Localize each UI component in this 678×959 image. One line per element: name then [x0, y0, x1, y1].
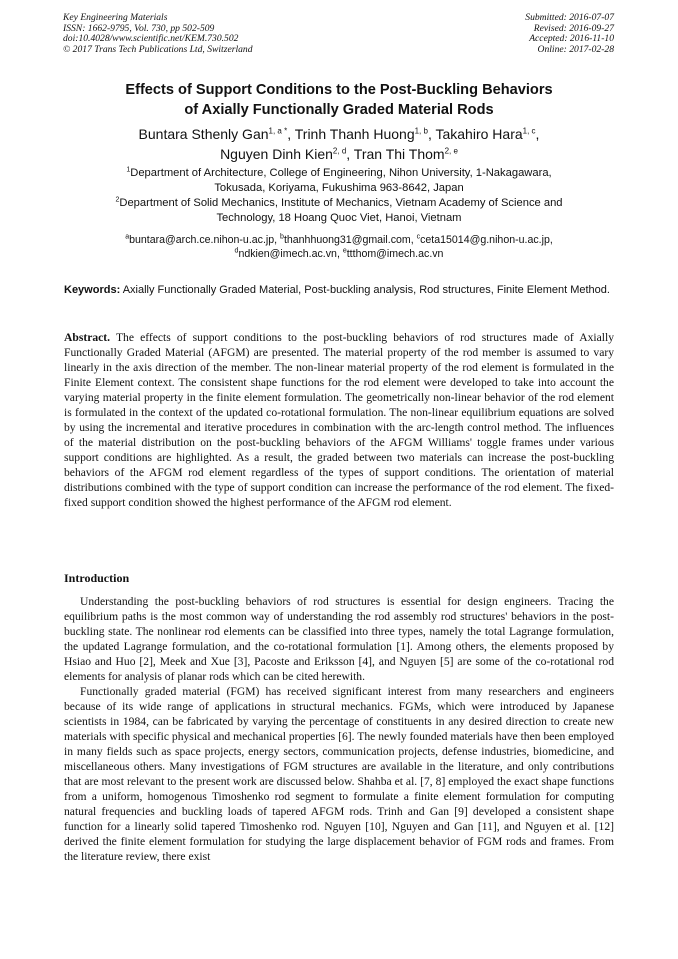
- submitted-date: Submitted: 2016-07-07: [525, 12, 614, 23]
- affiliation-mark: 2: [115, 196, 120, 204]
- author-affiliation-mark: 2, d: [332, 146, 347, 156]
- author-separator: ,: [427, 126, 436, 142]
- affiliation-text: Department of Solid Mechanics, Institute of Mechanics, Vietnam Academy of Science and: [119, 197, 563, 209]
- author-name: Takahiro Hara: [435, 126, 523, 142]
- online-date: Online: 2017-02-28: [537, 43, 614, 55]
- email-link[interactable]: thanhhuong31@gmail.com: [283, 234, 411, 246]
- author-name: Trinh Thanh Huong: [294, 126, 415, 142]
- abstract-label: Abstract.: [64, 331, 111, 344]
- author-name: Tran Thi Thom: [353, 146, 445, 162]
- affiliations: [70, 166, 608, 226]
- authors-line-1: [50, 124, 628, 144]
- keywords-text: Axially Functionally Graded Material, Post-buckling analysis, Rod structures, Finite Element Method.: [120, 284, 610, 296]
- title-line-1: Effects of Support Conditions to the Post-Buckling Behaviors: [125, 82, 553, 98]
- emails-line-1: $^a$buntara@arch.ce.nihon-u.ac.jp, $^b$thanhhuong31@gmail.com, $^c$ceta15014@g.nihon-u.ac.jp,: [125, 233, 553, 246]
- author-name: Nguyen Dinh Kien: [220, 146, 333, 162]
- affiliation-1: [70, 166, 608, 196]
- email-link[interactable]: ttthom@imech.ac.vn: [346, 248, 444, 260]
- email-mark: c: [416, 233, 421, 241]
- author-affiliation-mark: 1, b: [414, 126, 428, 136]
- journal-name: Key Engineering Materials: [63, 12, 168, 23]
- abstract-paragraph: [64, 330, 614, 510]
- author-emails: [60, 233, 618, 261]
- revised-date: Revised: 2016-09-27: [533, 22, 614, 34]
- email-mark: b: [280, 233, 284, 241]
- title-line-2: of Axially Functionally Graded Material Rods: [184, 102, 494, 118]
- copyright-line: © 2017 Trans Tech Publications Ltd, Switzerland: [63, 43, 253, 55]
- affiliation-text: Tokusada, Koriyama, Fukushima 963-8642, Japan: [214, 182, 464, 194]
- keywords-label: Keywords:: [64, 284, 121, 296]
- author-affiliation-mark: 1, c: [522, 126, 536, 136]
- abstract-text: The effects of support conditions to the post-buckling behaviors of rod structures made of Axially Functionally Graded Material (AFGM) are presented. The material property of the rod member is assumed to vary linearly in the axis direction of the member. The non-linear material property of the rod element is formulated in the Finite Element context. The consistent shape functions for the rod element were developed to take into account the varying material property in the finite element formulation. The geometrically non-linear behavior of the rod element is formulated in the context of the updated co-rotational formulation. The non-linear equilibrium equations are solved by using the incremental and iterative procedures in combination with the arc-length control method. The influences of the material distribution on the post-buckling behaviors of the AFGM Williams' toggle frames under various support conditions are highlighted. As a result, the graded between two materials can increase the post-buckling behaviors of the AFGM rod element regardless of the types of support conditions. The orientation of material distributions combined with the type of support condition can increase the performance of the rod element. The fixed-fixed support condition showed the highest performance of the AFGM rod element.: [64, 331, 614, 509]
- email-mark: d: [234, 247, 239, 255]
- email-link[interactable]: buntara@arch.ce.nihon-u.ac.jp: [129, 234, 275, 246]
- email-mark: e: [342, 247, 347, 255]
- email-mark: a: [125, 233, 130, 241]
- affiliation-text: Department of Architecture, College of Engineering, Nihon University, 1-Nakagawara,: [130, 167, 552, 179]
- keywords-paragraph: [64, 283, 614, 298]
- affiliation-mark: 1: [126, 166, 131, 174]
- author-separator: ,: [287, 126, 295, 142]
- email-link[interactable]: ceta15014@g.nihon-u.ac.jp: [420, 234, 550, 246]
- author-list: [50, 124, 628, 164]
- authors-line-2: [50, 144, 628, 164]
- section-heading-introduction: Introduction: [64, 571, 130, 585]
- intro-paragraph-2: Functionally graded material (FGM) has received significant interest from many researchers and engineers because of its wide range of applications in structural mechanics. FGMs, which were introduced by Japanese scientists in 1984, can be fabricated by varying the percentage of constituents in any desired direction to create new materials with specific physical and mechanical properties [6]. The newly founded materials have then been employed in many fields such as space projects, energy sectors, communication projects, defense industries, biomedicine, and miscellaneous others. Many investigations of FGM structures are available in the literature, and only contributions that are most relevant to the present work are discussed below. Shahba et al. [7, 8] employed the exact shape functions from a uniform, homogenous Timoshenko rod segment to formulate a finite element formulation for computing natural frequencies and buckling loads of tapered AFGM rods. Trinh and Gan [9] developed a consistent shape function for a linearly solid tapered Timoshenko rod. Nguyen [10], Nguyen and Gan [11], and Nguyen et al. [12] derived the finite element formulation for studying the large displacement behavior of FGM rods and frames. From the literature review, there exist: [64, 685, 614, 863]
- doi-line: doi:10.4028/www.scientific.net/KEM.730.502: [63, 33, 239, 44]
- accepted-date: Accepted: 2016-11-10: [529, 33, 614, 44]
- intro-paragraph-1: Understanding the post-buckling behaviors of rod structures is essential for design engineers. Tracing the equilibrium paths is the most common way of understanding the rod assembly rod structures' behaviors in the post-buckling state. The nonlinear rod elements can be classified into three types, namely the total Lagrange formulation, the updated Lagrange formulation, and the co-rotational formulation [1]. Among others, the elements proposed by Hsiao and Huo [2], Meek and Xue [3], Pacoste and Eriksson [4], and Nguyen [5] are some of the co-rotational rod elements for analysis of planar rods which can be cited herewith.: [64, 595, 614, 683]
- email-link[interactable]: ndkien@imech.ac.vn: [238, 248, 337, 260]
- introduction-body: [64, 594, 614, 864]
- author-affiliation-mark: 1, a *: [268, 126, 288, 136]
- paper-title: [50, 80, 628, 120]
- emails-line-2: $^d$ndkien@imech.ac.vn, $^e$ttthom@imech.ac.vn: [234, 247, 444, 260]
- submission-dates: [525, 13, 614, 55]
- author-separator: ,: [535, 126, 540, 142]
- author-affiliation-mark: 2, e: [444, 146, 458, 156]
- issn-line: ISSN: 1662-9795, Vol. 730, pp 502-509: [63, 22, 215, 34]
- author-name: Buntara Sthenly Gan: [138, 126, 269, 142]
- author-separator: ,: [346, 146, 354, 162]
- affiliation-2: [70, 196, 608, 226]
- journal-info: [63, 13, 253, 55]
- affiliation-text: Technology, 18 Hoang Quoc Viet, Hanoi, Vietnam: [216, 212, 462, 224]
